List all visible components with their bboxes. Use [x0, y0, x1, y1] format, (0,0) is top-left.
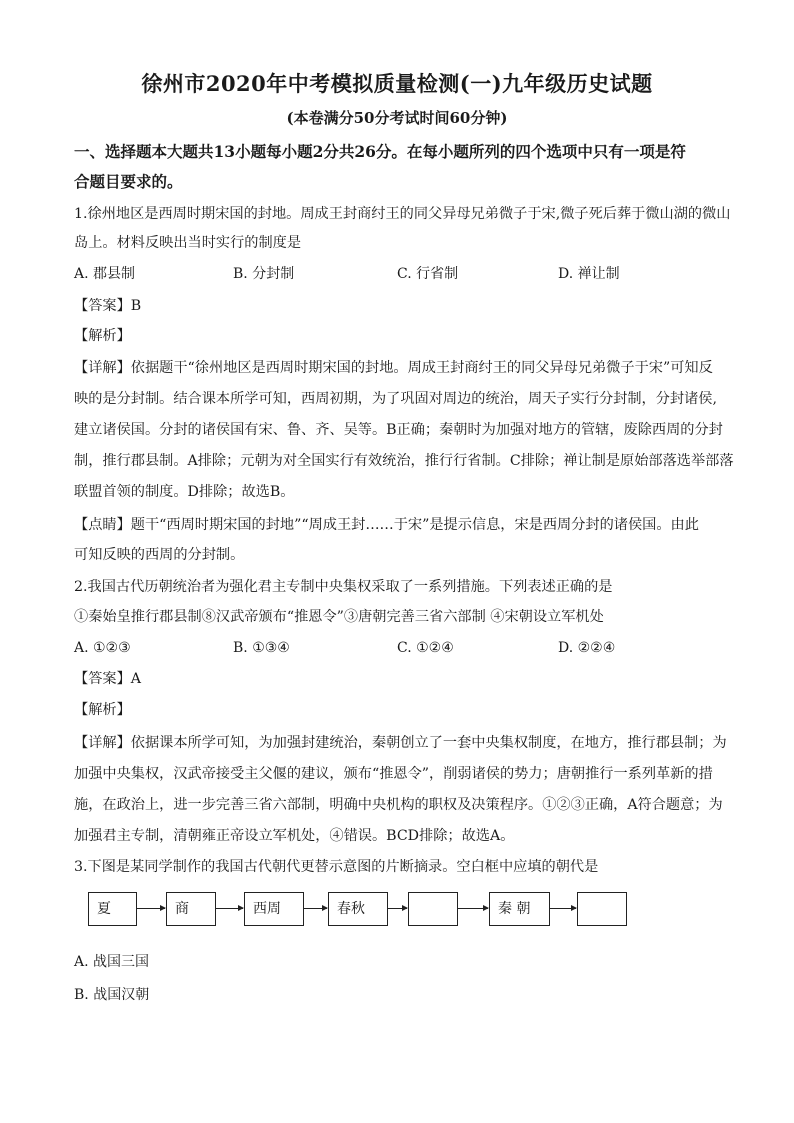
flow-arrow-4 — [388, 908, 407, 909]
section-heading-line1: 一、选择题本大题共13小题每小题2分共26分。在每小题所列的四个选项中只有一项是符 — [74, 142, 686, 161]
q1-detail-line5: 联盟首领的制度。D排除；故选B。 — [74, 484, 295, 500]
q3-option-a: A. 战国三国 — [74, 954, 150, 970]
q2-detail-line2: 加强中央集权，汉武帝接受主父偃的建议，颁布“推恩令”，削弱诸侯的势力；唐朝推行一系列革新的措 — [74, 766, 713, 782]
flow-arrow-6 — [550, 908, 576, 909]
q2-answer: 【答案】A — [74, 671, 141, 687]
q2-detail-line3: 施，在政治上，进一步完善三省六部制，明确中央机构的职权及决策程序。①②③正确，A符合题意；为 — [74, 797, 723, 813]
q1-stem-line1: 1.徐州地区是西周时期宋国的封地。周成王封商纣王的同父异母兄弟微子于宋,微子死后葬于微山湖的微山 — [74, 206, 731, 222]
flow-box-shang: 商 — [166, 892, 216, 926]
q3-option-b: B. 战国汉朝 — [74, 987, 150, 1003]
flow-box-xia: 夏 — [88, 892, 137, 926]
flow-box-blank-1 — [408, 892, 458, 926]
q2-option-d: D. ②②④ — [558, 640, 616, 656]
q2-detail-line4: 加强君主专制，清朝雍正帝设立军机处，④错误。BCD排除；故选A。 — [74, 828, 515, 844]
flow-box-qin: 秦 朝 — [489, 892, 550, 926]
q1-detail-line2: 映的是分封制。结合课本所学可知，西周初期，为了巩固对周边的统治，周天子实行分封制，分封诸侯, — [74, 391, 717, 407]
q1-points-line1: 【点睛】题干“西周时期宋国的封地”“周成王封……于宋”是提示信息，宋是西周分封的诸侯国。由此 — [74, 517, 699, 533]
q2-option-a: A. ①②③ — [74, 640, 131, 656]
q1-detail-line1: 【详解】依据题干“徐州地区是西周时期宋国的封地。周成王封商纣王的同父异母兄弟微子于宋”可知反 — [74, 360, 713, 376]
q1-answer: 【答案】B — [74, 298, 142, 314]
q2-stem-line2: ①秦始皇推行郡县制⑧汉武帝颁布“推恩令”③唐朝完善三省六部制 ④宋朝设立军机处 — [74, 609, 604, 625]
q1-stem-line2: 岛上。材料反映出当时实行的制度是 — [74, 235, 302, 251]
q1-option-b: B. 分封制 — [233, 266, 295, 282]
page-subtitle: (本卷满分50分考试时间60分钟) — [286, 109, 508, 127]
flow-box-western-zhou: 西周 — [244, 892, 304, 926]
flow-box-blank-2 — [577, 892, 627, 926]
flow-box-spring-autumn: 春秋 — [328, 892, 388, 926]
dynasty-flow-diagram — [88, 892, 648, 932]
q2-option-c: C. ①②④ — [397, 640, 454, 656]
q1-option-a: A. 郡县制 — [74, 266, 136, 282]
q1-option-d: D. 禅让制 — [558, 266, 620, 282]
section-heading-line2: 合题目要求的。 — [74, 172, 183, 191]
q1-detail-line4: 制，推行郡县制。A排除；元朝为对全国实行有效统治，推行行省制。C排除；禅让制是原始部落选举部落 — [74, 453, 734, 469]
q1-analysis-label: 【解析】 — [74, 328, 131, 344]
q2-detail-line1: 【详解】依据课本所学可知，为加强封建统治，秦朝创立了一套中央集权制度，在地方，推行郡县制；为 — [74, 735, 727, 751]
q1-option-c: C. 行省制 — [397, 266, 459, 282]
page-title: 徐州市2020年中考模拟质量检测(一)九年级历史试题 — [141, 71, 653, 96]
q2-option-b: B. ①③④ — [233, 640, 290, 656]
q2-stem-line1: 2.我国古代历朝统治者为强化君主专制中央集权采取了一系列措施。下列表述正确的是 — [74, 579, 613, 595]
q3-stem: 3.下图是某同学制作的我国古代朝代更替示意图的片断摘录。空白框中应填的朝代是 — [74, 859, 599, 875]
flow-arrow-5 — [458, 908, 488, 909]
flow-arrow-2 — [216, 908, 243, 909]
flow-arrow-3 — [304, 908, 327, 909]
q2-analysis-label: 【解析】 — [74, 702, 131, 718]
q1-points-line2: 可知反映的西周的分封制。 — [74, 547, 245, 563]
q1-detail-line3: 建立诸侯国。分封的诸侯国有宋、鲁、齐、吴等。B正确；秦朝时为加强对地方的管辖，废除西周的分封 — [74, 422, 723, 438]
flow-arrow-1 — [137, 908, 165, 909]
